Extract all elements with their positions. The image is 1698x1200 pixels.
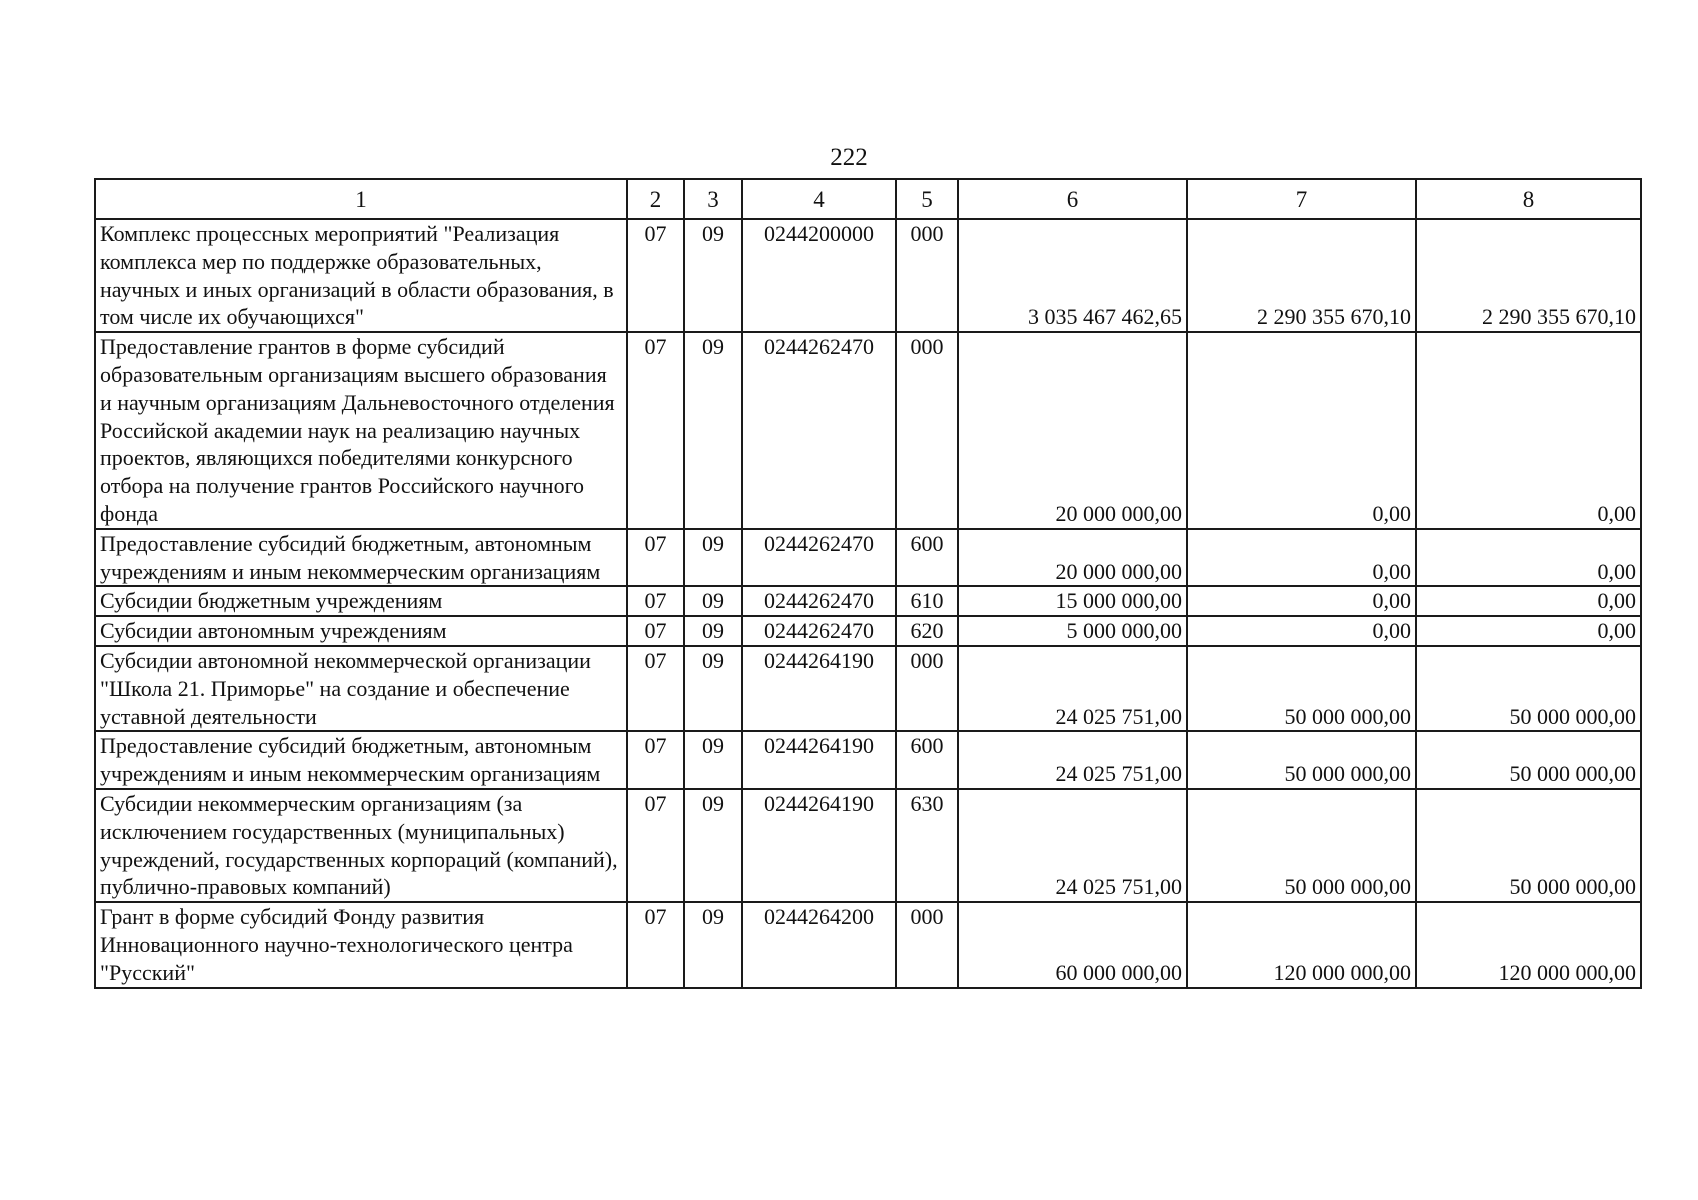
row-target-article-code: 0244262470 (742, 332, 896, 529)
row-section-code: 07 (627, 789, 684, 902)
row-target-article-code: 0244262470 (742, 529, 896, 587)
row-amount-col6: 24 025 751,00 (958, 789, 1187, 902)
row-amount-col7: 50 000 000,00 (1187, 789, 1416, 902)
row-subsection-code: 09 (684, 332, 742, 529)
table-row (95, 586, 1641, 616)
row-target-article-code: 0244264190 (742, 789, 896, 902)
row-subsection-code: 09 (684, 529, 742, 587)
row-amount-col6: 20 000 000,00 (958, 529, 1187, 587)
row-amount-col6: 5 000 000,00 (958, 616, 1187, 646)
column-header-4: 4 (742, 179, 896, 219)
column-header-1: 1 (95, 179, 627, 219)
row-expense-type-code: 000 (896, 332, 958, 529)
row-target-article-code: 0244262470 (742, 616, 896, 646)
table-row (95, 902, 1641, 987)
row-subsection-code: 09 (684, 616, 742, 646)
table-row (95, 646, 1641, 731)
row-name: Комплекс процессных мероприятий "Реализация комплекса мер по поддержке образовательных, научных и иных организаций в области образования, в том числе их обучающихся" (95, 219, 627, 332)
row-section-code: 07 (627, 586, 684, 616)
row-amount-col6: 20 000 000,00 (958, 332, 1187, 529)
row-name: Предоставление грантов в форме субсидий образовательным организациям высшего образования и научным организациям Дальневосточного отделения Российской академии наук на реализацию научных проектов, являющихся победителями конкурсного отбора на получение грантов Российского научного фонда (95, 332, 627, 529)
row-amount-col7: 0,00 (1187, 332, 1416, 529)
row-target-article-code: 0244262470 (742, 586, 896, 616)
row-expense-type-code: 600 (896, 731, 958, 789)
row-name: Предоставление субсидий бюджетным, автономным учреждениям и иным некоммерческим организациям (95, 731, 627, 789)
table-row (95, 789, 1641, 902)
table-row (95, 529, 1641, 587)
row-expense-type-code: 620 (896, 616, 958, 646)
page-number: 222 (830, 144, 868, 171)
row-target-article-code: 0244264200 (742, 902, 896, 987)
row-amount-col7: 120 000 000,00 (1187, 902, 1416, 987)
row-amount-col7: 0,00 (1187, 586, 1416, 616)
row-amount-col8: 0,00 (1416, 529, 1641, 587)
column-header-2: 2 (627, 179, 684, 219)
row-amount-col6: 60 000 000,00 (958, 902, 1187, 987)
row-name: Грант в форме субсидий Фонду развития Инновационного научно-технологического центра "Русский" (95, 902, 627, 987)
row-section-code: 07 (627, 529, 684, 587)
row-section-code: 07 (627, 646, 684, 731)
table-row (95, 616, 1641, 646)
column-header-5: 5 (896, 179, 958, 219)
row-section-code: 07 (627, 332, 684, 529)
row-name: Субсидии бюджетным учреждениям (95, 586, 627, 616)
row-amount-col6: 3 035 467 462,65 (958, 219, 1187, 332)
row-amount-col7: 50 000 000,00 (1187, 731, 1416, 789)
row-subsection-code: 09 (684, 219, 742, 332)
row-amount-col8: 2 290 355 670,10 (1416, 219, 1641, 332)
table-row (95, 219, 1641, 332)
column-header-3: 3 (684, 179, 742, 219)
row-subsection-code: 09 (684, 731, 742, 789)
row-amount-col8: 120 000 000,00 (1416, 902, 1641, 987)
row-amount-col8: 0,00 (1416, 332, 1641, 529)
row-expense-type-code: 000 (896, 646, 958, 731)
row-target-article-code: 0244264190 (742, 731, 896, 789)
column-header-8: 8 (1416, 179, 1641, 219)
column-header-7: 7 (1187, 179, 1416, 219)
row-expense-type-code: 600 (896, 529, 958, 587)
row-amount-col8: 50 000 000,00 (1416, 646, 1641, 731)
row-subsection-code: 09 (684, 789, 742, 902)
row-amount-col6: 24 025 751,00 (958, 646, 1187, 731)
row-amount-col8: 50 000 000,00 (1416, 789, 1641, 902)
row-amount-col7: 50 000 000,00 (1187, 646, 1416, 731)
row-amount-col8: 50 000 000,00 (1416, 731, 1641, 789)
row-expense-type-code: 610 (896, 586, 958, 616)
row-subsection-code: 09 (684, 646, 742, 731)
row-expense-type-code: 630 (896, 789, 958, 902)
table-row (95, 731, 1641, 789)
budget-table (94, 178, 1642, 989)
row-section-code: 07 (627, 902, 684, 987)
row-section-code: 07 (627, 731, 684, 789)
row-subsection-code: 09 (684, 902, 742, 987)
row-expense-type-code: 000 (896, 219, 958, 332)
row-amount-col7: 0,00 (1187, 616, 1416, 646)
row-amount-col7: 2 290 355 670,10 (1187, 219, 1416, 332)
row-name: Субсидии некоммерческим организациям (за исключением государственных (муниципальных) учреждений, государственных корпораций (компаний), публично-правовых компаний) (95, 789, 627, 902)
row-name: Субсидии автономной некоммерческой организации "Школа 21. Приморье" на создание и обеспечение уставной деятельности (95, 646, 627, 731)
table-header-row (95, 179, 1641, 219)
row-amount-col8: 0,00 (1416, 616, 1641, 646)
row-target-article-code: 0244200000 (742, 219, 896, 332)
row-target-article-code: 0244264190 (742, 646, 896, 731)
row-name: Предоставление субсидий бюджетным, автономным учреждениям и иным некоммерческим организациям (95, 529, 627, 587)
row-section-code: 07 (627, 219, 684, 332)
row-amount-col8: 0,00 (1416, 586, 1641, 616)
table-row (95, 332, 1641, 529)
row-expense-type-code: 000 (896, 902, 958, 987)
row-amount-col6: 24 025 751,00 (958, 731, 1187, 789)
column-header-6: 6 (958, 179, 1187, 219)
row-section-code: 07 (627, 616, 684, 646)
row-amount-col7: 0,00 (1187, 529, 1416, 587)
row-subsection-code: 09 (684, 586, 742, 616)
row-name: Субсидии автономным учреждениям (95, 616, 627, 646)
row-amount-col6: 15 000 000,00 (958, 586, 1187, 616)
